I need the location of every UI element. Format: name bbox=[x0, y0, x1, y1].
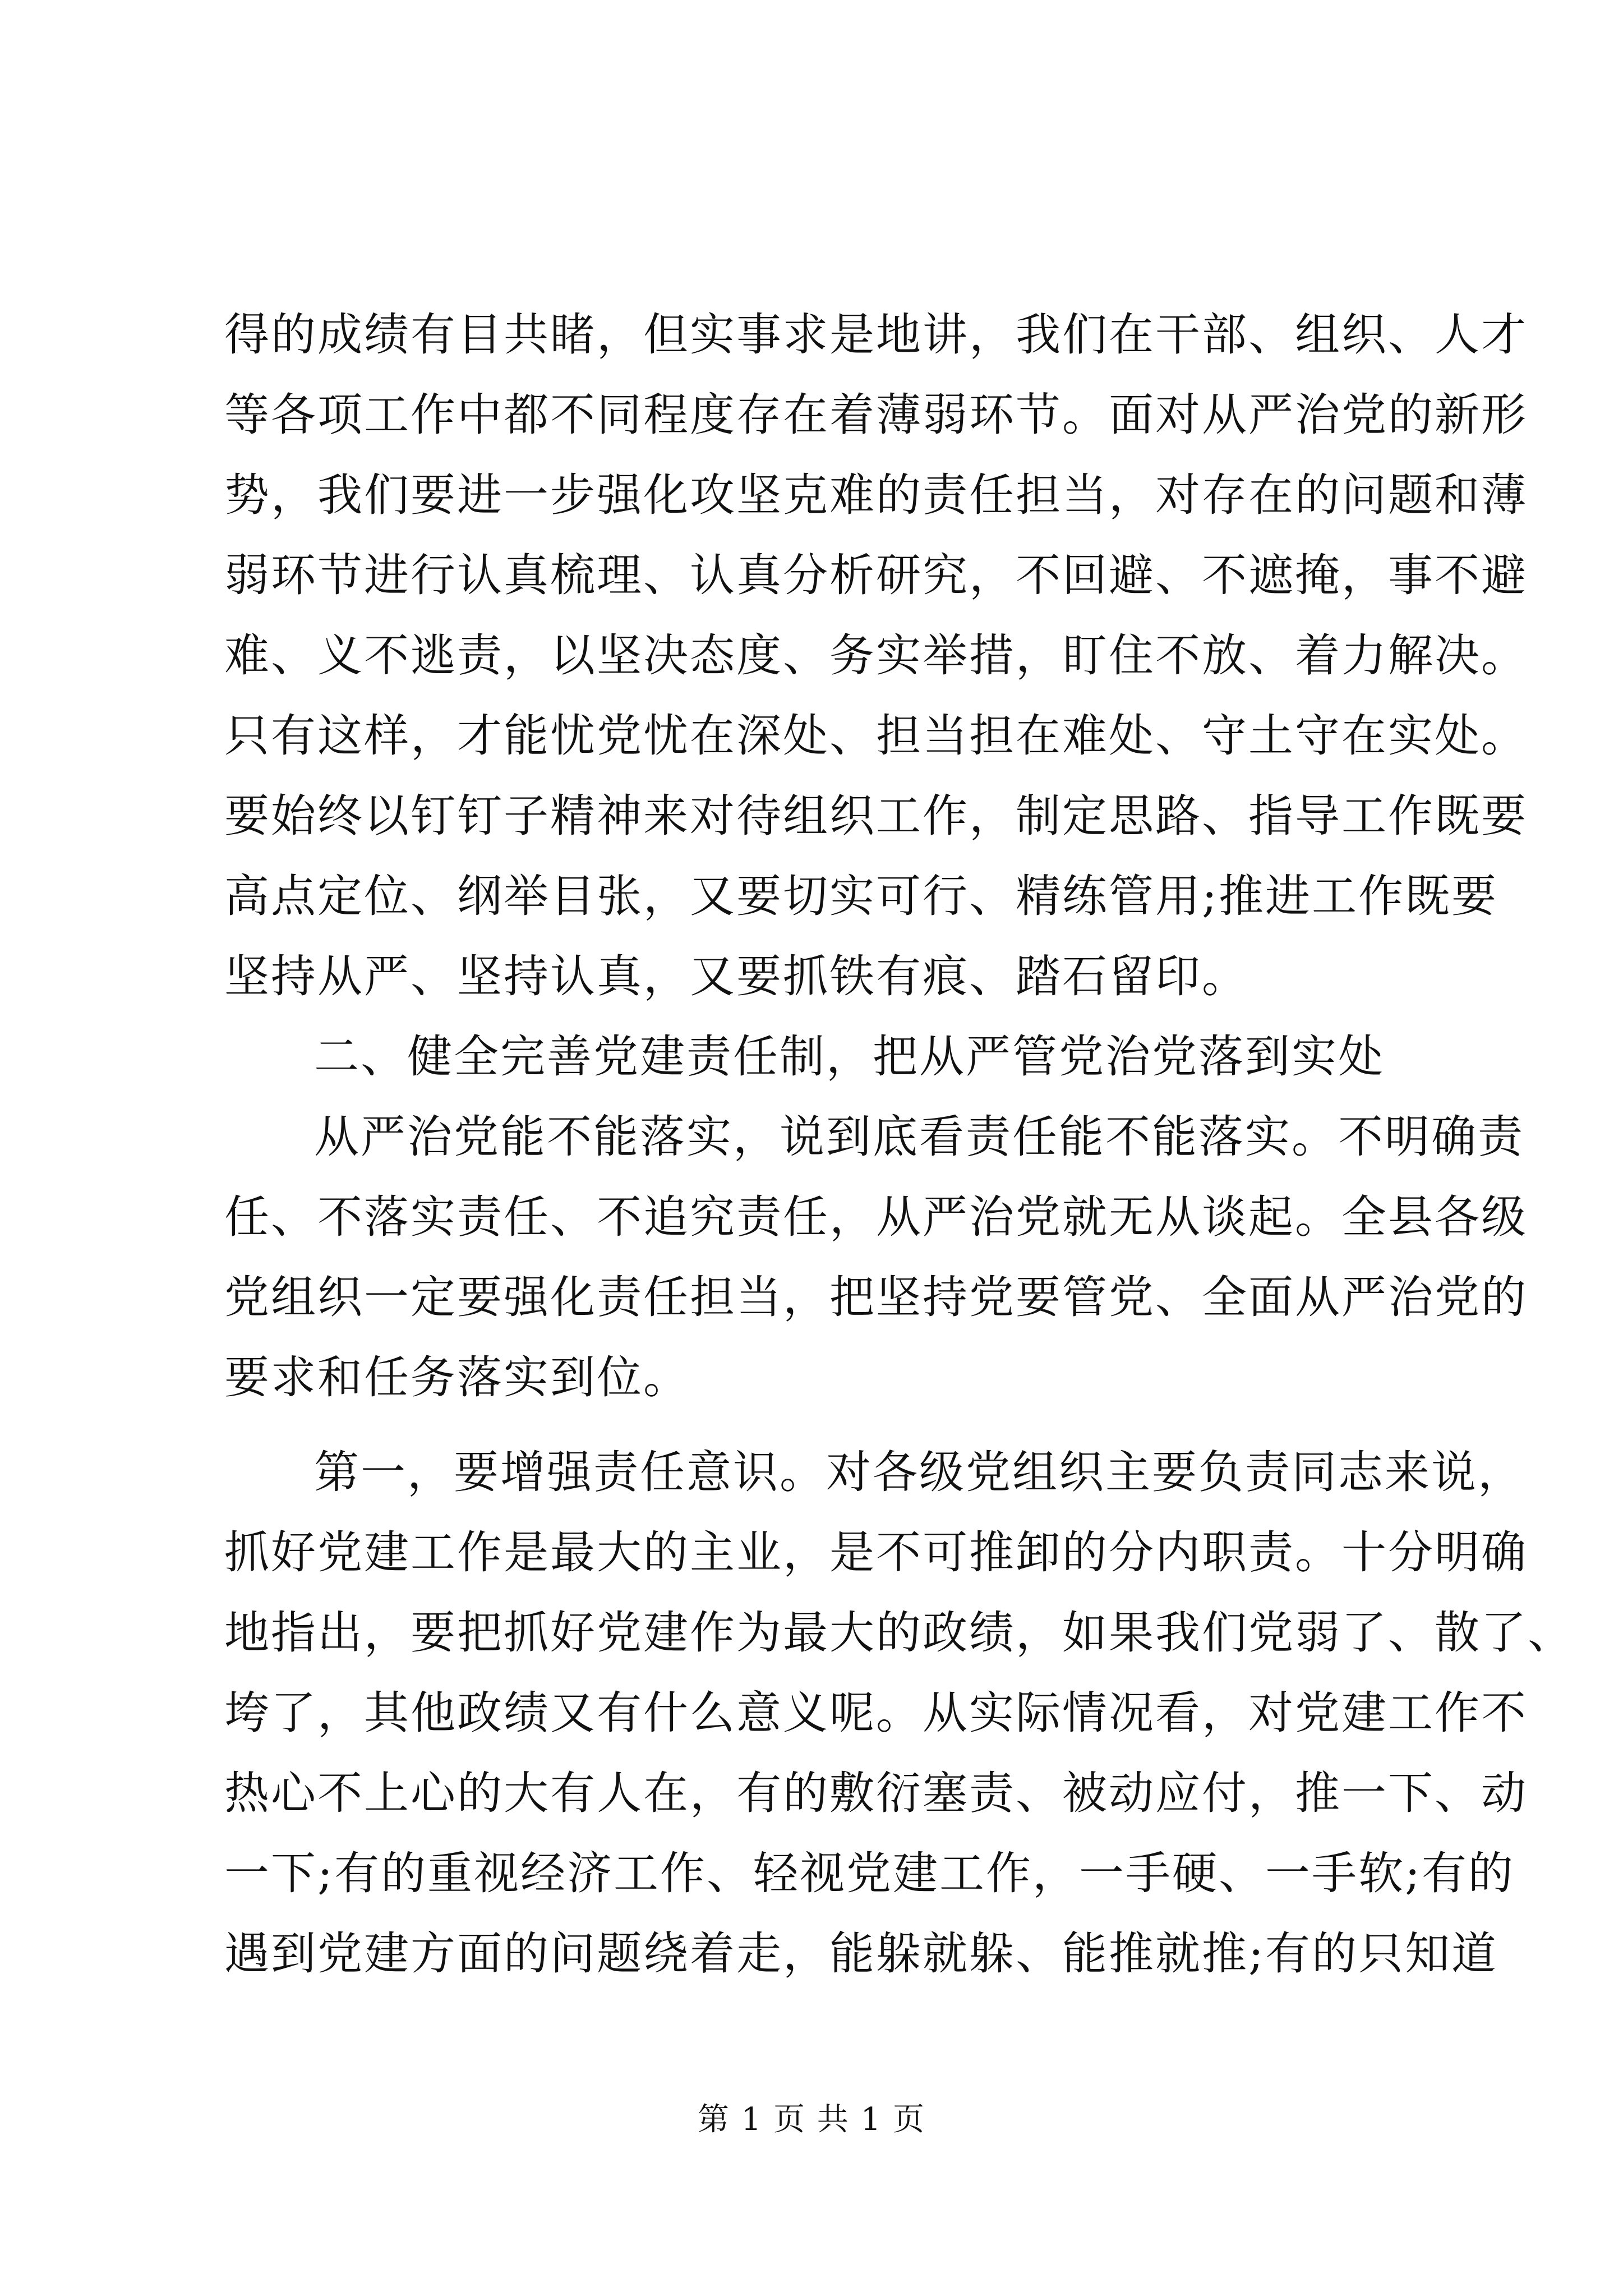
text-line: 坚持从严、坚持认真，又要抓铁有痕、踏石留印。 bbox=[224, 950, 1248, 1002]
text-line: 党组织一定要强化责任担当，把坚持党要管党、全面从严治党的 bbox=[224, 1271, 1528, 1323]
text-line: 第一，要增强责任意识。对各级党组织主要负责同志来说， bbox=[314, 1446, 1524, 1498]
text-line: 要始终以钉钉子精神来对待组织工作，制定思路、指导工作既要 bbox=[224, 790, 1528, 842]
text-line: 高点定位、纲举目张，又要切实可行、精练管用;推进工作既要 bbox=[224, 870, 1498, 922]
text-line: 垮了，其他政绩又有什么意义呢。从实际情况看，对党建工作不 bbox=[224, 1687, 1528, 1739]
text-line: 得的成绩有目共睹，但实事求是地讲，我们在干部、组织、人才 bbox=[224, 309, 1528, 361]
text-line: 热心不上心的大有人在，有的敷衍塞责、被动应付，推一下、动 bbox=[224, 1767, 1528, 1819]
document-body bbox=[224, 295, 1574, 1994]
text-line: 抓好党建工作是最大的主业，是不可推卸的分内职责。十分明确 bbox=[224, 1526, 1528, 1579]
text-line: 遇到党建方面的问题绕着走，能躲就躲、能推就推;有的只知道 bbox=[224, 1927, 1498, 1980]
text-line: 从严治党能不能落实，说到底看责任能不能落实。不明确责 bbox=[314, 1111, 1524, 1163]
paragraph-4 bbox=[224, 1432, 1574, 1994]
section-heading bbox=[224, 1016, 1430, 1097]
text-line: 势，我们要进一步强化攻坚克难的责任担当，对存在的问题和薄 bbox=[224, 469, 1528, 521]
text-line: 只有这样，才能忧党忧在深处、担当担在难处、守土守在实处。 bbox=[224, 710, 1528, 762]
text-line: 任、不落实责任、不追究责任，从严治党就无从谈起。全县各级 bbox=[224, 1191, 1528, 1243]
paragraph-spacer bbox=[224, 1418, 1430, 1432]
paragraph-3 bbox=[224, 1097, 1528, 1418]
text-line: 等各项工作中都不同程度存在着薄弱环节。面对从严治党的新形 bbox=[224, 389, 1528, 441]
text-line: 一下;有的重视经济工作、轻视党建工作，一手硬、一手软;有的 bbox=[224, 1847, 1515, 1899]
text-line: 难、义不逃责，以坚决态度、务实举措，盯住不放、着力解决。 bbox=[224, 629, 1528, 682]
page-footer bbox=[0, 2100, 1623, 2139]
paragraph-1 bbox=[224, 295, 1528, 1016]
text-line: 地指出，要把抓好党建作为最大的政绩，如果我们党弱了、散了、 bbox=[224, 1607, 1574, 1659]
page-number-label: 第 1 页 共 1 页 bbox=[697, 2101, 926, 2138]
text-line: 要求和任务落实到位。 bbox=[224, 1351, 690, 1404]
text-line: 弱环节进行认真梳理、认真分析研究，不回避、不遮掩，事不避 bbox=[224, 549, 1528, 601]
section-heading-text: 二、健全完善党建责任制，把从严管党治党落到实处 bbox=[314, 1030, 1385, 1083]
